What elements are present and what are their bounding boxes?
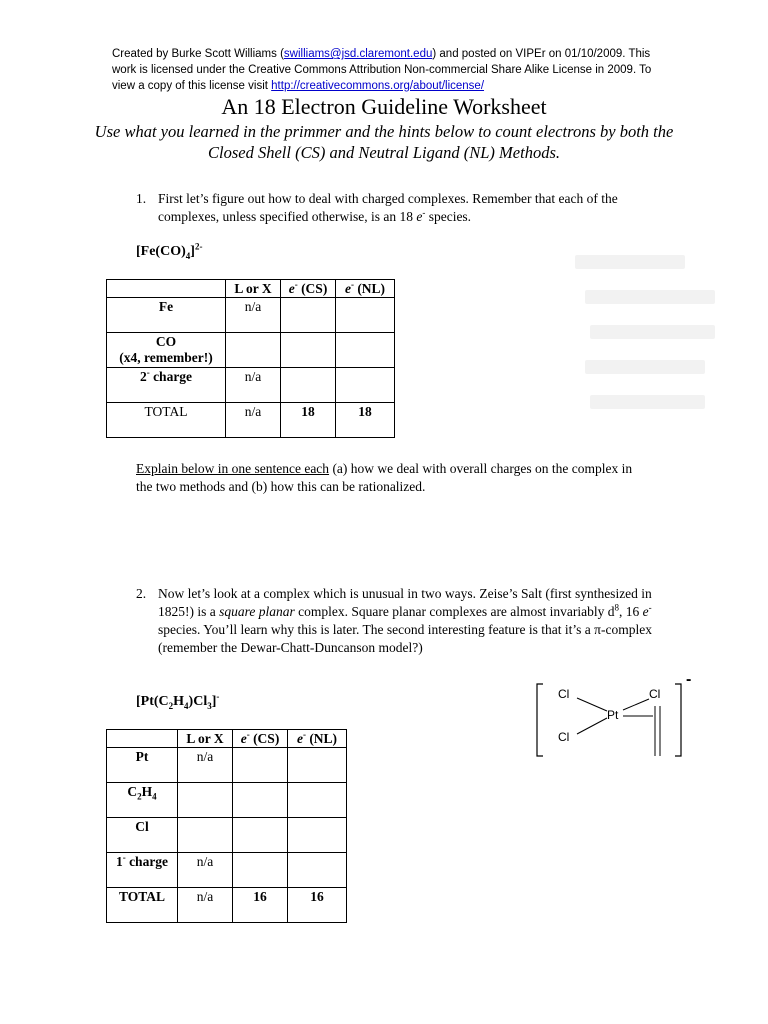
- electron-count-table-2: [106, 729, 347, 923]
- pt-cl-bond: [577, 718, 607, 734]
- formula-fe-co4: $[Fe(CO)_4]^{2-}$: [136, 241, 203, 261]
- answer-cell[interactable]: [281, 368, 336, 403]
- question-2: 2. Now let’s look at a complex which is unusual in two ways. Zeise’s Salt (first synthesized in 1825!) is a square planar complex. Square planar complexes are almost invariably $d^8$, 16 e- species. You’ll learn why this is later. The second interesting feature is that it’s a π-complex (remember the Dewar-Chatt-Duncanson model?): [136, 586, 652, 655]
- worksheet-title: An 18 Electron Guideline Worksheet: [221, 94, 547, 119]
- bleed-through-mark: [590, 395, 705, 409]
- table-row: Cl: [107, 818, 347, 853]
- answer-cell[interactable]: [288, 783, 347, 818]
- answer-cell[interactable]: [281, 298, 336, 333]
- table-header-row: L or X e- (CS) e- (NL): [107, 730, 347, 748]
- left-bracket: [537, 684, 543, 756]
- license-credit: Created by Burke Scott Williams (swilliams@jsd.claremont.edu) and posted on VIPEr on 01/10/2009. This work is licensed under the Creative Commons Attribution Non-commercial Share Alike License in 2009. To view a copy of this license visit http://creativecommons.org/about/license/: [112, 48, 652, 92]
- table-row: $C_2H_4$: [107, 783, 347, 818]
- answer-cell[interactable]: [233, 748, 288, 783]
- table-row: Pt n/a: [107, 748, 347, 783]
- question-1-number: 1.: [136, 191, 147, 206]
- charge-label: -: [686, 672, 692, 688]
- pt-cl-bond: [623, 699, 649, 710]
- formula-zeise-salt: $[Pt(C_2H_4)Cl_3]^-$: [136, 691, 220, 711]
- table-row: 1- charge n/a: [107, 853, 347, 888]
- table-row: TOTAL n/a 18 18: [107, 403, 395, 438]
- answer-cell[interactable]: [281, 333, 336, 368]
- answer-cell[interactable]: [288, 818, 347, 853]
- question-2-number: 2.: [136, 586, 147, 601]
- pt-cl-bond: [577, 698, 607, 711]
- chlorine-label: Cl: [649, 687, 661, 701]
- answer-cell[interactable]: [233, 818, 288, 853]
- answer-cell[interactable]: [233, 853, 288, 888]
- question-1: 1. First let’s figure out how to deal with charged complexes. Remember that each of the complexes, unless specified otherwise, is an 18 e- species.: [136, 191, 618, 224]
- answer-cell[interactable]: [336, 368, 395, 403]
- worksheet-subtitle: Use what you learned in the primmer and the hints below to count electrons by both the Closed Shell (CS) and Neutral Ligand (NL) Methods.: [94, 122, 674, 162]
- bleed-through-mark: [575, 255, 685, 269]
- zeise-salt-structure-diagram: [525, 672, 705, 762]
- answer-cell[interactable]: [233, 783, 288, 818]
- chlorine-label: Cl: [558, 687, 570, 701]
- chlorine-label: Cl: [558, 730, 570, 744]
- platinum-label: Pt: [607, 708, 619, 722]
- answer-cell[interactable]: [336, 333, 395, 368]
- answer-cell[interactable]: [288, 853, 347, 888]
- electron-count-table-1: [106, 279, 395, 438]
- bleed-through-mark: [590, 325, 715, 339]
- explain-prompt: Explain below in one sentence each (a) how we deal with overall charges on the complex in the two methods and (b) how this can be rationalized.: [136, 461, 633, 494]
- license-url-link[interactable]: http://creativecommons.org/about/license/: [271, 80, 485, 92]
- answer-cell[interactable]: [226, 333, 281, 368]
- author-email-link[interactable]: swilliams@jsd.claremont.edu: [283, 48, 433, 60]
- answer-cell[interactable]: [336, 298, 395, 333]
- table-row: CO (x4, remember!): [107, 333, 395, 368]
- table-row: TOTAL n/a 16 16: [107, 888, 347, 923]
- table-row: 2- charge n/a: [107, 368, 395, 403]
- table-header-row: L or X e- (CS) e- (NL): [107, 280, 395, 298]
- bleed-through-mark: [585, 360, 705, 374]
- table-row: Fe n/a: [107, 298, 395, 333]
- answer-cell[interactable]: [178, 783, 233, 818]
- right-bracket: [675, 684, 681, 756]
- bleed-through-mark: [585, 290, 715, 304]
- answer-cell[interactable]: [288, 748, 347, 783]
- answer-cell[interactable]: [178, 818, 233, 853]
